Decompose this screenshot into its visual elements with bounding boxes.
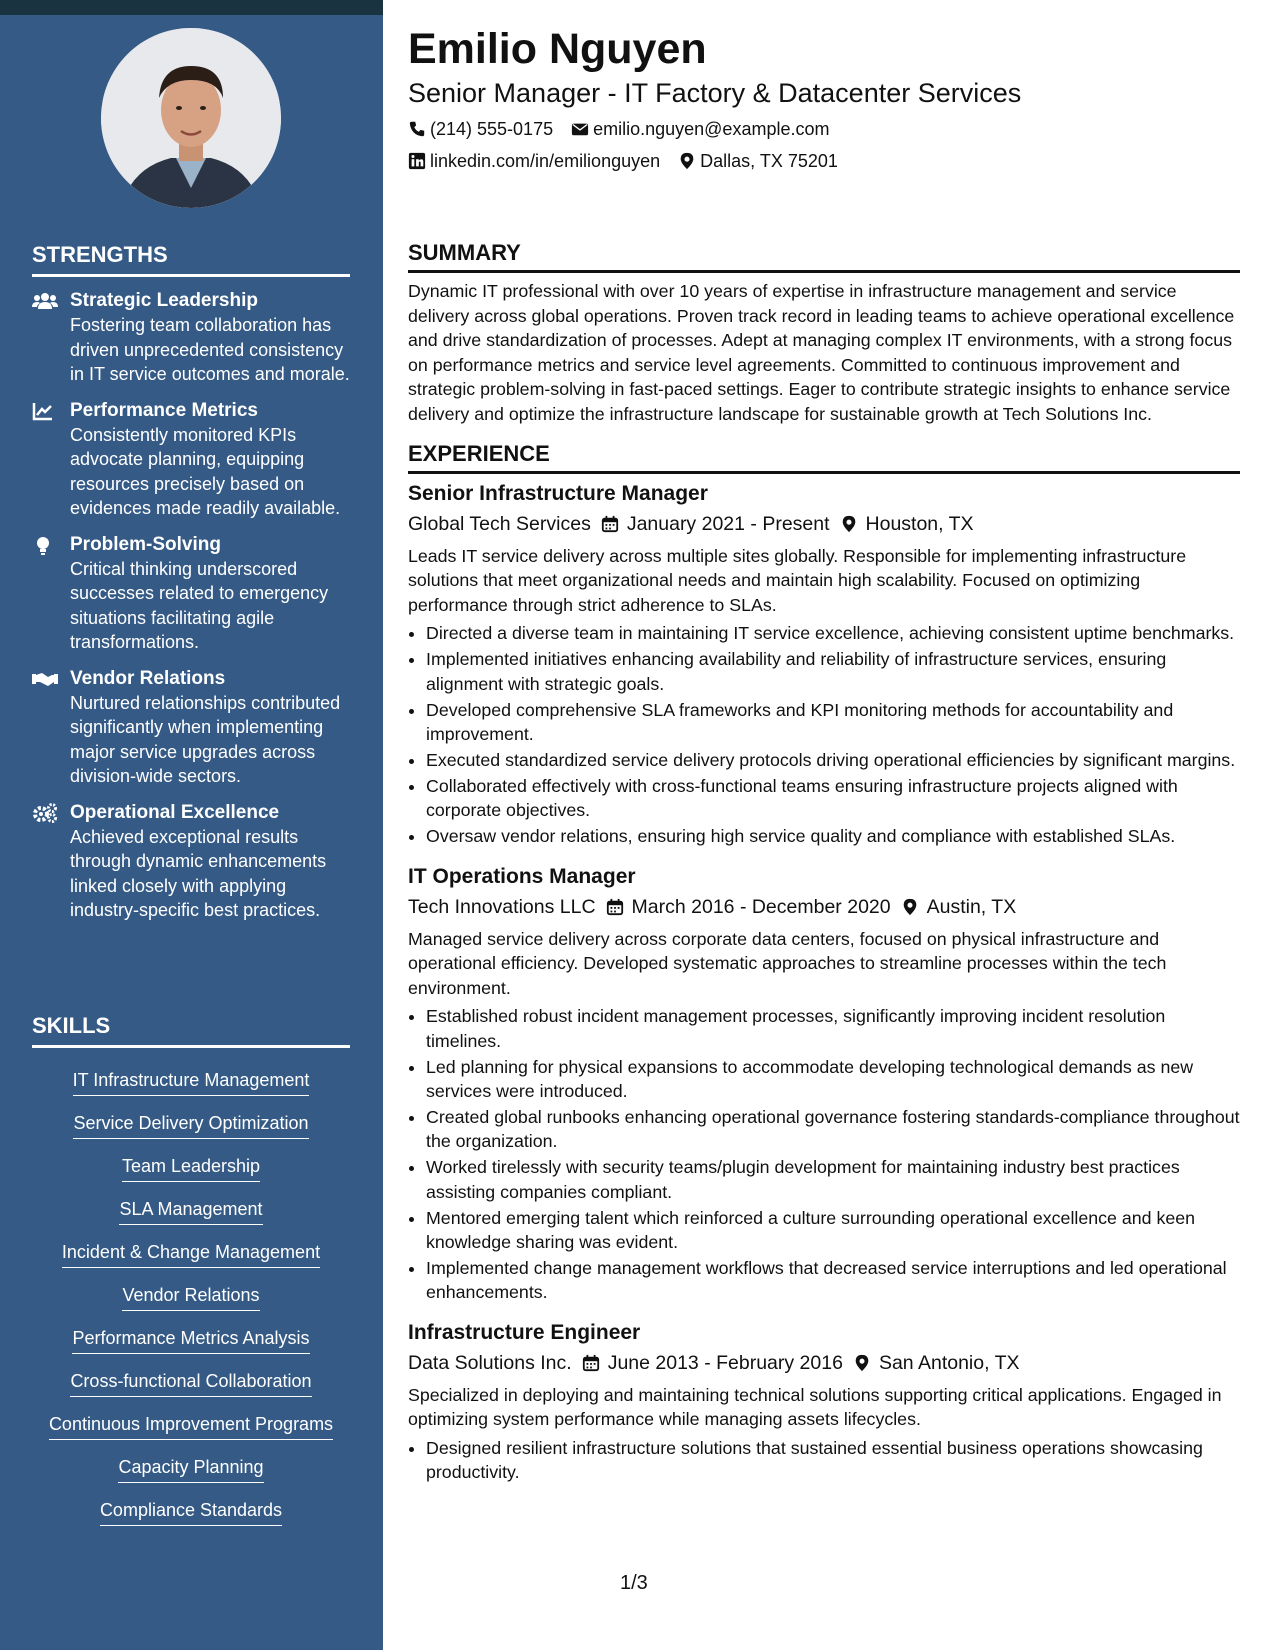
calendar-icon	[601, 515, 619, 533]
strength-desc: Consistently monitored KPIs advocate planning, equipping resources precisely based on evidences made readily available.	[70, 424, 341, 518]
email-contact[interactable]	[571, 118, 829, 140]
bullet-item: • Oversaw vendor relations, ensuring high service quality and compliance with established SLAs.	[426, 824, 1240, 848]
gears-icon	[32, 803, 58, 825]
map-pin-icon	[901, 898, 919, 916]
main-content	[408, 20, 1240, 1486]
strength-desc: Nurtured relationships contributed significantly when implementing major service upgrades across division-wide sectors.	[70, 692, 341, 786]
job-summary: Specialized in deploying and maintaining technical solutions supporting critical applications. Engaged in optimizing system performance while managing assets lifecycles.	[408, 1384, 1222, 1430]
strength-item	[32, 289, 350, 387]
job-location: San Antonio, TX	[878, 1351, 1020, 1374]
job-location: Houston, TX	[865, 512, 974, 535]
bullet-item: • Created global runbooks enhancing operational governance fostering standards-compliance throughout the organization.	[426, 1105, 1240, 1154]
strength-item	[32, 801, 350, 923]
location-text: Dallas, TX 75201	[700, 151, 838, 171]
job-dates: June 2013 - February 2016	[607, 1351, 843, 1374]
job-summary: Managed service delivery across corporate data centers, focused on physical infrastructure and operational efficiency. Developed systematic approaches to streamline processes within the tech environment.	[408, 928, 1167, 998]
handshake-icon	[32, 669, 58, 691]
bullet-item: • Mentored emerging talent which reinforced a culture surrounding operational excellence and keen knowledge sharing was evident.	[426, 1206, 1240, 1255]
job-dates: March 2016 - December 2020	[631, 895, 891, 918]
map-pin-icon	[853, 1354, 871, 1372]
job-meta	[408, 510, 1240, 538]
job-bullets	[408, 1004, 1240, 1304]
summary-section	[408, 240, 1240, 427]
strength-item	[32, 667, 350, 789]
skill-item: Cross-functional Collaboration	[70, 1369, 311, 1397]
page-number: 1/3	[620, 1572, 648, 1594]
job-meta	[408, 893, 1240, 921]
job-summary: Leads IT service delivery across multiple sites globally. Responsible for implementing infrastructure solutions that meet organizational needs and maintain high scalability. Focused on optimizing performance through strict adherence to SLAs.	[408, 545, 1187, 615]
users-icon	[32, 291, 58, 313]
sidebar	[0, 0, 383, 1650]
job-headline: Senior Manager - IT Factory & Datacenter Services	[408, 78, 1022, 108]
strength-title: Problem-Solving	[70, 533, 221, 555]
skill-item: Performance Metrics Analysis	[72, 1326, 309, 1354]
bullet-item: • Implemented initiatives enhancing availability and reliability of infrastructure services, ensuring alignment with strategic goals.	[426, 647, 1240, 696]
strength-title: Operational Excellence	[70, 801, 280, 823]
bullet-item: • Developed comprehensive SLA frameworks and KPI monitoring methods for accountability and improvement.	[426, 698, 1240, 747]
map-pin-icon	[678, 152, 696, 170]
bullet-item: • Executed standardized service delivery protocols driving operational efficiencies by significant margins.	[426, 748, 1240, 772]
skill-item: IT Infrastructure Management	[73, 1068, 310, 1096]
strengths-heading: STRENGTHS	[32, 242, 350, 277]
chart-line-icon	[32, 401, 58, 423]
job-title: Senior Infrastructure Manager	[408, 481, 708, 505]
job-bullets	[408, 621, 1240, 848]
skill-item: Capacity Planning	[118, 1455, 263, 1483]
candidate-name: Emilio Nguyen	[408, 25, 707, 73]
strength-desc: Fostering team collaboration has driven unprecedented consistency in IT service outcomes and morale.	[70, 315, 350, 384]
bullet-item: • Designed resilient infrastructure solutions that sustained essential business operations showcasing productivity.	[426, 1436, 1240, 1485]
job-company: Global Tech Services	[408, 512, 591, 535]
job-entry	[408, 480, 1240, 849]
job-company: Data Solutions Inc.	[408, 1351, 572, 1374]
calendar-icon	[606, 898, 624, 916]
linkedin-icon	[408, 152, 426, 170]
strength-title: Vendor Relations	[70, 667, 226, 689]
strength-desc: Critical thinking underscored successes related to emergency situations facilitating agile transformations.	[70, 558, 329, 652]
avatar	[101, 28, 281, 208]
linkedin-contact[interactable]	[408, 150, 660, 172]
skill-item: Team Leadership	[122, 1154, 260, 1182]
phone-text: (214) 555-0175	[430, 119, 554, 139]
skill-item: Vendor Relations	[122, 1283, 259, 1311]
email-text: emilio.nguyen@example.com	[593, 119, 830, 139]
phone-icon	[408, 120, 426, 138]
experience-section	[408, 441, 1240, 1485]
map-pin-icon	[840, 515, 858, 533]
job-dates: January 2021 - Present	[626, 512, 830, 535]
summary-text: Dynamic IT professional with over 10 years of expertise in infrastructure management and service delivery across global operations. Proven track record in leading teams to achieve operational excellence and drive standardization of processes. Adept at managing complex IT environments, with a strong focus on performance metrics and service level agreements. Committed to continuous improvement and strategic problem-solving in fast-paced settings. Eager to contribute strategic insights to enhance service delivery and optimize the infrastructure landscape for sustainable growth at Tech Solutions Inc.	[408, 281, 1235, 424]
calendar-icon	[582, 1354, 600, 1372]
contact-row	[408, 150, 1240, 172]
strengths-section	[32, 242, 350, 923]
bullet-item: • Established robust incident management processes, significantly improving incident resolution timelines.	[426, 1004, 1240, 1053]
skills-section	[32, 1013, 350, 1533]
experience-heading: EXPERIENCE	[408, 441, 1240, 474]
phone-contact[interactable]	[408, 118, 553, 140]
job-title: IT Operations Manager	[408, 864, 636, 888]
strength-title: Performance Metrics	[70, 399, 258, 421]
skill-item: Service Delivery Optimization	[73, 1111, 308, 1139]
job-meta	[408, 1349, 1240, 1377]
sidebar-top-bar	[0, 0, 383, 15]
job-title: Infrastructure Engineer	[408, 1320, 641, 1344]
job-entry	[408, 863, 1240, 1305]
contact-row	[408, 118, 1240, 140]
job-company: Tech Innovations LLC	[408, 895, 596, 918]
bullet-item: • Directed a diverse team in maintaining IT service excellence, achieving consistent uptime benchmarks.	[426, 621, 1240, 645]
job-location: Austin, TX	[926, 895, 1017, 918]
lightbulb-icon	[32, 535, 58, 557]
skill-item: Compliance Standards	[100, 1498, 282, 1526]
strength-desc: Achieved exceptional results through dynamic enhancements linked closely with applying industry-specific best practices.	[70, 826, 327, 920]
linkedin-text: linkedin.com/in/emilionguyen	[430, 151, 661, 171]
skills-list	[32, 1060, 350, 1533]
bullet-item: • Worked tirelessly with security teams/plugin development for maintaining industry best practices assisting companies compliant.	[426, 1155, 1240, 1204]
job-bullets	[408, 1436, 1240, 1485]
skill-item: Continuous Improvement Programs	[49, 1412, 333, 1440]
location-contact	[678, 150, 838, 172]
bullet-item: • Collaborated effectively with cross-functional teams ensuring infrastructure projects aligned with corporate objectives.	[426, 774, 1240, 823]
envelope-icon	[571, 120, 589, 138]
summary-heading: SUMMARY	[408, 240, 1240, 273]
strength-title: Strategic Leadership	[70, 290, 258, 311]
job-entry	[408, 1319, 1240, 1485]
strength-item	[32, 533, 350, 655]
skills-heading: SKILLS	[32, 1013, 350, 1048]
skill-item: Incident & Change Management	[62, 1240, 320, 1268]
bullet-item: • Led planning for physical expansions to accommodate developing technological demands as new services were introduced.	[426, 1055, 1240, 1104]
skill-item: SLA Management	[119, 1197, 262, 1225]
strength-item	[32, 399, 350, 521]
bullet-item: • Implemented change management workflows that decreased service interruptions and led operational enhancements.	[426, 1256, 1240, 1305]
